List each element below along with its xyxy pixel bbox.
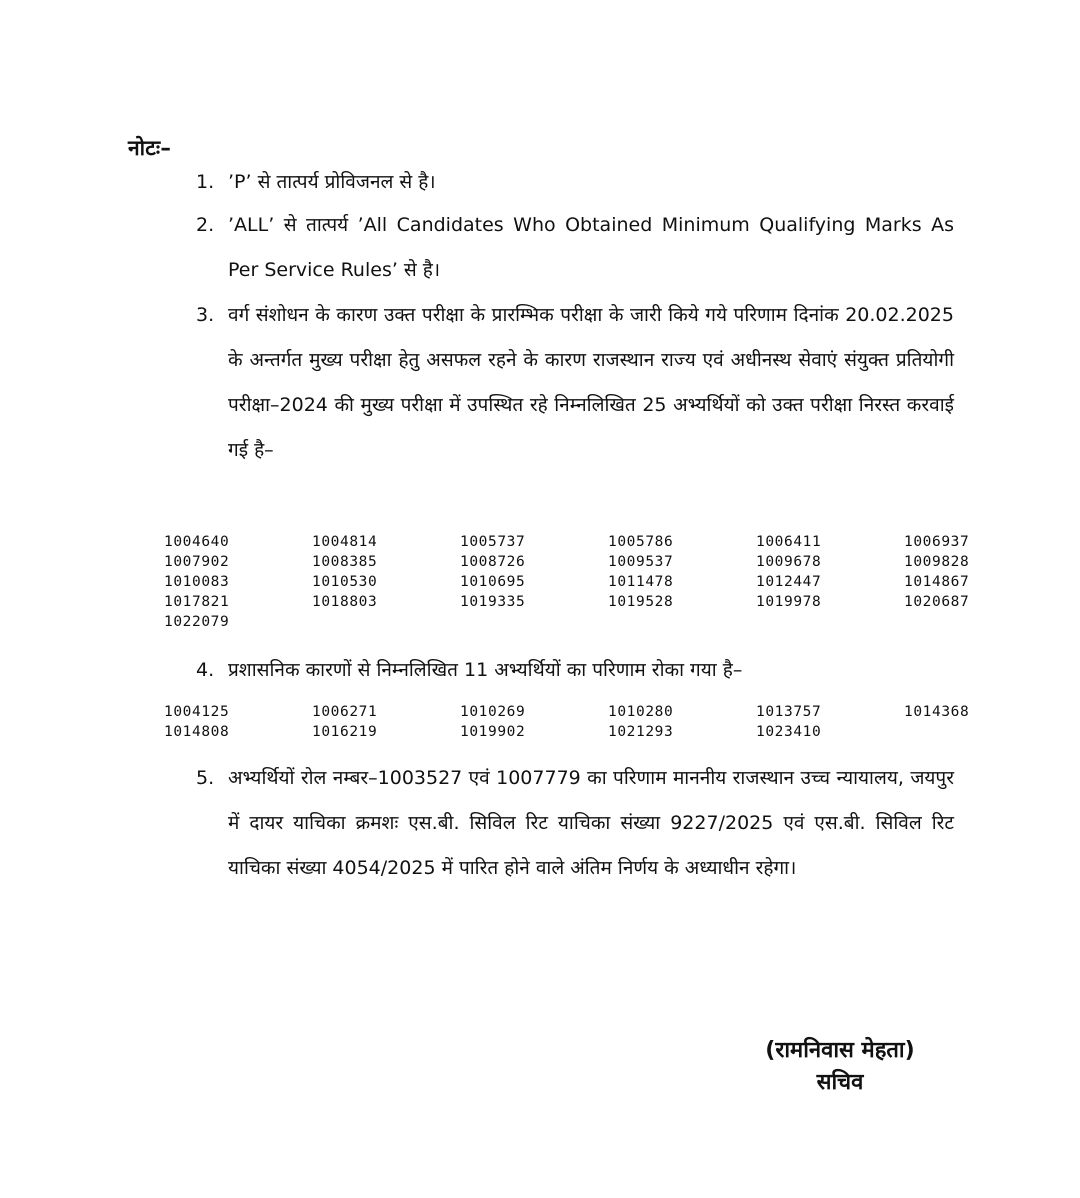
roll-number: 1008726 — [460, 554, 526, 570]
note-1-text: ’P’ से तात्पर्य प्रोविजनल से है। — [228, 171, 436, 193]
roll-number: 1014368 — [904, 704, 970, 720]
note-5 — [196, 756, 954, 891]
roll-number: 1010695 — [460, 574, 526, 590]
note-4 — [196, 648, 954, 693]
roll-number: 1009678 — [756, 554, 822, 570]
roll-number: 1006937 — [904, 534, 970, 550]
note-2-number: 2. — [196, 214, 215, 236]
roll-number: 1004640 — [164, 534, 230, 550]
roll-number: 1010269 — [460, 704, 526, 720]
roll-number: 1017821 — [164, 594, 230, 610]
roll-number: 1021293 — [608, 724, 674, 740]
note-5-number: 5. — [196, 767, 215, 789]
signatory-designation: सचिव — [816, 1070, 864, 1095]
roll-number: 1011478 — [608, 574, 674, 590]
roll-number: 1009537 — [608, 554, 674, 570]
roll-number: 1016219 — [312, 724, 378, 740]
roll-number: 1010530 — [312, 574, 378, 590]
notes-heading: नोटः– — [128, 136, 172, 160]
roll-number: 1012447 — [756, 574, 822, 590]
note-2-text: ’ALL’ से तात्पर्य ’All Candidates Who Obtained Minimum Qualifying Marks As Per Service Rules’ से है। — [228, 214, 954, 281]
roll-number: 1005786 — [608, 534, 674, 550]
roll-number: 1013757 — [756, 704, 822, 720]
roll-number: 1018803 — [312, 594, 378, 610]
roll-number: 1010083 — [164, 574, 230, 590]
roll-number: 1014808 — [164, 724, 230, 740]
note-3-number: 3. — [196, 304, 215, 326]
roll-number: 1007902 — [164, 554, 230, 570]
withheld-roll-numbers — [164, 702, 984, 742]
roll-number: 1009828 — [904, 554, 970, 570]
roll-number: 1004814 — [312, 534, 378, 550]
roll-number: 1020687 — [904, 594, 970, 610]
roll-number: 1005737 — [460, 534, 526, 550]
roll-number: 1019528 — [608, 594, 674, 610]
roll-number: 1019335 — [460, 594, 526, 610]
roll-number: 1014867 — [904, 574, 970, 590]
signatory-name: (रामनिवास मेहता) — [765, 1038, 915, 1063]
note-4-number: 4. — [196, 659, 215, 681]
roll-number: 1008385 — [312, 554, 378, 570]
note-3 — [196, 293, 954, 473]
roll-number: 1019978 — [756, 594, 822, 610]
roll-number: 1006271 — [312, 704, 378, 720]
note-3-text: वर्ग संशोधन के कारण उक्त परीक्षा के प्रारम्भिक परीक्षा के जारी किये गये परिणाम दिनांक 20.02.2025 के अन्तर्गत मुख्य परीक्षा हेतु असफल रहने के कारण राजस्थान राज्य एवं अधीनस्थ सेवाएं संयुक्त प्रतियोगी परीक्षा–2024 की मुख्य परीक्षा में उपस्थित रहे निम्नलिखित 25 अभ्यर्थियों को उक्त परीक्षा निरस्त करवाई गई है– — [228, 304, 954, 461]
roll-number: 1006411 — [756, 534, 822, 550]
roll-number: 1019902 — [460, 724, 526, 740]
roll-number: 1023410 — [756, 724, 822, 740]
roll-number: 1004125 — [164, 704, 230, 720]
roll-number: 1010280 — [608, 704, 674, 720]
roll-number: 1022079 — [164, 614, 230, 630]
cancelled-roll-numbers — [164, 532, 984, 632]
note-4-text: प्रशासनिक कारणों से निम्नलिखित 11 अभ्यर्थियों का परिणाम रोका गया है– — [228, 659, 743, 681]
note-2 — [196, 203, 954, 293]
note-1-number: 1. — [196, 171, 215, 193]
note-5-text: अभ्यर्थियों रोल नम्बर–1003527 एवं 1007779 का परिणाम माननीय राजस्थान उच्च न्यायालय, जयपुर में दायर याचिका क्रमशः एस.बी. सिविल रिट याचिका संख्या 9227/2025 एवं एस.बी. सिविल रिट याचिका संख्या 4054/2025 में पारित होने वाले अंतिम निर्णय के अध्याधीन रहेगा। — [228, 767, 954, 879]
note-1 — [196, 160, 954, 205]
